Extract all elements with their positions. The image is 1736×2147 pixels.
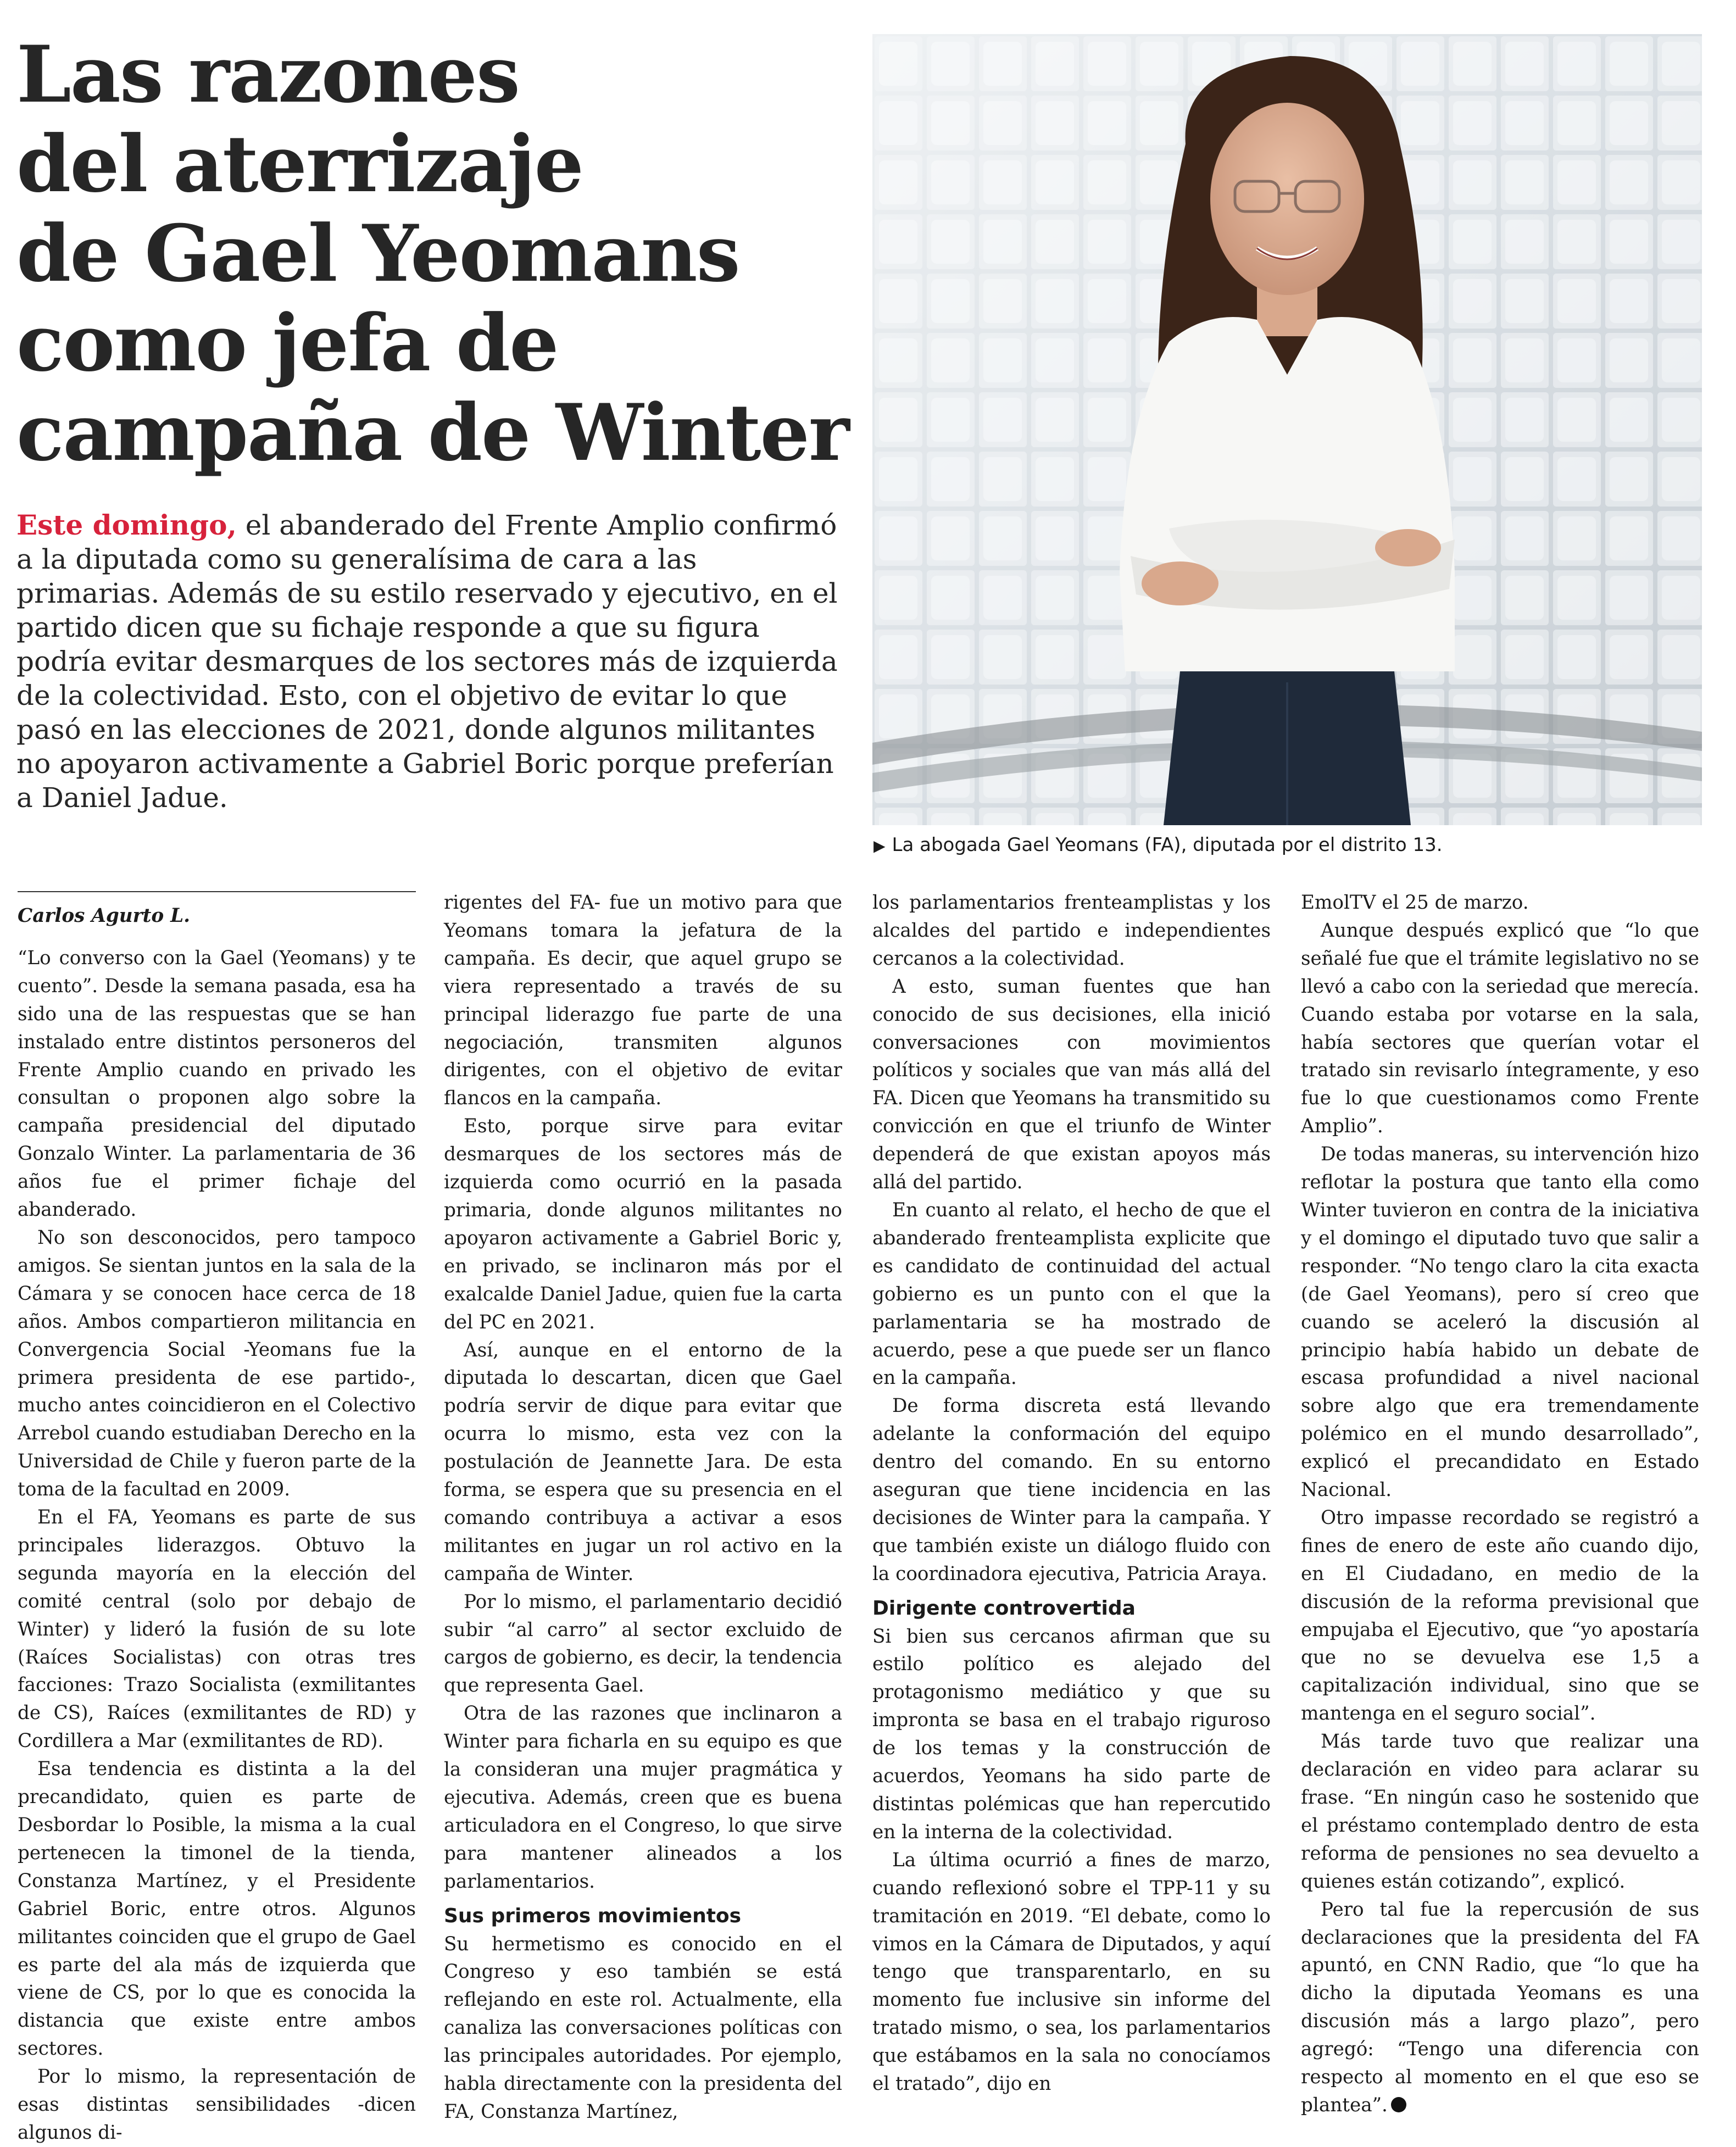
- headline-line: Las razones: [16, 29, 519, 120]
- paragraph: Así, aunque en el entorno de la diputada lo descartan, dicen que Gael podría servir de dique para evitar que ocurra lo mismo, esta vez con la postulación de Jeannette Jara. De esta forma, se espera que su presencia en el comando contribuya a activar a esos militantes en jugar un rol activo en la campaña de Winter.: [444, 1339, 842, 1585]
- byline: Carlos Agurto L.: [18, 905, 191, 927]
- paragraph: En el FA, Yeomans es parte de sus principales liderazgos. Obtuvo la segunda mayoría en la elección del comité central (solo por debajo de Winter) y lideró la fusión de su lote (Raíces Socialistas) con otras tres facciones: Trazo Socialista (exmilitantes de CS), Raíces (exmilitantes de RD) y Cordillera a Mar (exmilitantes de RD).: [18, 1506, 416, 1753]
- headline-line: campaña de Winter: [16, 387, 849, 479]
- end-mark-icon: [1391, 2097, 1406, 2112]
- headline: [16, 30, 852, 478]
- paragraph: Su hermetismo es conocido en el Congreso y eso también se está reflejando en este rol. Actualmente, ella canaliza las conversaciones políticas con las principales autoridades. Por ejemplo, habla directamente con la presidenta del FA, Constanza Martínez,: [444, 1933, 842, 2123]
- article-column-1: [18, 889, 416, 2144]
- paragraph: Aunque después explicó que “lo que señalé fue que el trámite legislativo no se llevó a cabo con la seriedad que merecía. Cuando estaba por votarse en la sala, había sectores que querían votar el tratado sin revisarlo íntegramente, y eso fue lo que cuestionamos como Frente Amplio”.: [1301, 919, 1699, 1138]
- paragraph: No son desconocidos, pero tampoco amigos. Se sientan juntos en la sala de la Cámara y se conocen hace cerca de 18 años. Ambos compartieron militancia en Convergencia Social -Yeomans fue la primera presidenta de ese partido-, mucho antes coincidieron en el Colectivo Arrebol cuando estudiaban Derecho en la Universidad de Chile y fueron parte de la toma de la facultad en 2009.: [18, 1226, 416, 1501]
- lede: [16, 508, 841, 815]
- lede-kicker: Este domingo,: [16, 509, 237, 541]
- article-column-2: [444, 889, 842, 2123]
- subheading: Dirigente controvertida: [872, 1597, 1136, 1620]
- paragraph: La última ocurrió a fines de marzo, cuando reflexionó sobre el TPP-11 y su tramitación en 2019. “El debate, como lo vimos en la Cámara de Diputados, y aquí tengo que transparentarlo, en su momento fue inclusive sin informe del tratado mismo, o sea, los parlamentarios que estábamos en la sala no conocíamos el tratado”, dijo en: [872, 1849, 1271, 2095]
- paragraph: De forma discreta está llevando adelante la conformación del equipo dentro del comando. En su entorno aseguran que tiene incidencia en las decisiones de Winter para la campaña. Y que también existe un diálogo fluido con la coordinadora ejecutiva, Patricia Araya.: [872, 1395, 1271, 1585]
- lede-text: el abanderado del Frente Amplio confirmó a la diputada como su generalísima de cara a las primarias. Además de su estilo reservado y ejecutivo, en el partido dicen que su fichaje responde a que su figura podría evitar desmarques de los sectores más de izquierda de la colectividad. Esto, con el objetivo de evitar lo que pasó en las elecciones de 2021, donde algunos militantes no apoyaron activamente a Gabriel Boric porque preferían a Daniel Jadue.: [16, 509, 838, 814]
- subheading: Sus primeros movimientos: [444, 1904, 742, 1927]
- headline-line: de Gael Yeomans: [16, 208, 739, 299]
- paragraph: rigentes del FA- fue un motivo para que Yeomans tomara la jefatura de la campaña. Es decir, que aquel grupo se viera representado a través de su principal liderazgo fue parte de una negociación, transmiten algunos dirigentes, con el objetivo de evitar flancos en la campaña.: [444, 892, 842, 1110]
- article-column-4: [1301, 889, 1699, 2116]
- article-column-3: [872, 889, 1271, 2095]
- paragraph: EmolTV el 25 de marzo.: [1301, 892, 1529, 914]
- paragraph: Esa tendencia es distinta a la del precandidato, quien es parte de Desbordar lo Posible, la misma a la cual pertenecen la timonel de la tienda, Constanza Martínez, y el Presidente Gabriel Boric, entre otros. Algunos militantes coinciden que el grupo de Gael es parte del ala más de izquierda que viene de CS, por lo que es conocida la distancia que existe entre ambos sectores.: [18, 1758, 416, 2060]
- paragraph: Esto, porque sirve para evitar desmarques de los sectores más de izquierda como ocurrió en la pasada primaria, donde algunos militantes no apoyaron activamente a Gabriel Boric y, en privado, se inclinaron más por el exalcalde Daniel Jadue, quien fue la carta del PC en 2021.: [444, 1115, 842, 1333]
- paragraph: Más tarde tuvo que realizar una declaración en video para aclarar su frase. “En ningún caso he sostenido que el préstamo contemplado dentro de esta reforma de pensiones no sea devuelto a quienes están cotizando”, explicó.: [1301, 1731, 1699, 1893]
- paragraph: Por lo mismo, el parlamentario decidió subir “al carro” al sector excluido de cargos de gobierno, es decir, la tendencia que representa Gael.: [444, 1590, 842, 1697]
- portrait-illustration: [872, 34, 1702, 825]
- paragraph: Si bien sus cercanos afirman que su estilo político es alejado del protagonismo mediático y que su impronta se basa en el trabajo riguroso de los temas y la construcción de acuerdos, Yeomans ha sido parte de distintas polémicas que han repercutido en la interna de la colectividad.: [872, 1625, 1271, 1843]
- byline-rule: [18, 891, 416, 930]
- portrait-photo: [872, 34, 1702, 825]
- photo-caption: [873, 834, 1703, 856]
- paragraph: Otro impasse recordado se registró a fines de enero de este año cuando dijo, en El Ciudadano, en medio de la discusión de la reforma previsional que empujaba el Ejecutivo, que “yo apostaría que no se devuelva ese 1,5 a capitalización individual, sino que se mantenga en el seguro social”.: [1301, 1506, 1699, 1725]
- paragraph-text: Pero tal fue la repercusión de sus declaraciones que la presidenta del FA apuntó, en CNN Radio, que “lo que ha dicho la diputada Yeomans es una discusión más a largo plazo”, pero agregó: “Tengo una diferencia con respecto al momento en el que eso se plantea”.: [1301, 1898, 1699, 2116]
- paragraph-last: [1301, 1896, 1699, 2120]
- paragraph: Por lo mismo, la representación de esas distintas sensibilidades -dicen algunos di-: [18, 2066, 416, 2144]
- paragraph: los parlamentarios frenteamplistas y los alcaldes del partido e independientes cercanos a la colectividad.: [872, 892, 1271, 970]
- paragraph: “Lo converso con la Gael (Yeomans) y te cuento”. Desde la semana pasada, esa ha sido una de las respuestas que se han instalado entre distintos personeros del Frente Amplio cuando en privado les consultan o proponen algo sobre la campaña presidencial del diputado Gonzalo Winter. La parlamentaria de 36 años fue el primer fichaje del abanderado.: [18, 947, 416, 1221]
- paragraph: Otra de las razones que inclinaron a Winter para ficharla en su equipo es que la consideran una mujer pragmática y ejecutiva. Además, creen que es buena articuladora en el Congreso, lo que sirve para mantener alineados a los parlamentarios.: [444, 1703, 842, 1893]
- headline-line: del aterrizaje: [16, 119, 583, 210]
- headline-line: como jefa de: [16, 298, 558, 389]
- paragraph: A esto, suman fuentes que han conocido de sus decisiones, ella inició conversaciones con movimientos políticos y sociales que van más allá del FA. Dicen que Yeomans ha transmitido su convicción en que el triunfo de Winter dependerá de que existan apoyos más allá del partido.: [872, 975, 1271, 1194]
- paragraph: En cuanto al relato, el hecho de que el abanderado frenteamplista explicite que es candidato de continuidad del actual gobierno es un punto con el que la parlamentaria se ha mostrado de acuerdo, pese a que puede ser un flanco en la campaña.: [872, 1199, 1271, 1389]
- paragraph: De todas maneras, su intervención hizo reflotar la postura que tanto ella como Winter tuvieron en contra de la iniciativa y el domingo el diputado tuvo que salir a responder. “No tengo claro la cita exacta (de Gael Yeomans), pero sí creo que cuando se aceleró la discusión al principio había habido un debate de escasa profundidad a nivel nacional sobre algo que era tremendamente polémico en el mundo desarrollado”, explicó el precandidato en Estado Nacional.: [1301, 1143, 1699, 1501]
- play-arrow-icon: ▶: [873, 837, 886, 855]
- photo-caption-text: La abogada Gael Yeomans (FA), diputada por el distrito 13.: [892, 834, 1443, 856]
